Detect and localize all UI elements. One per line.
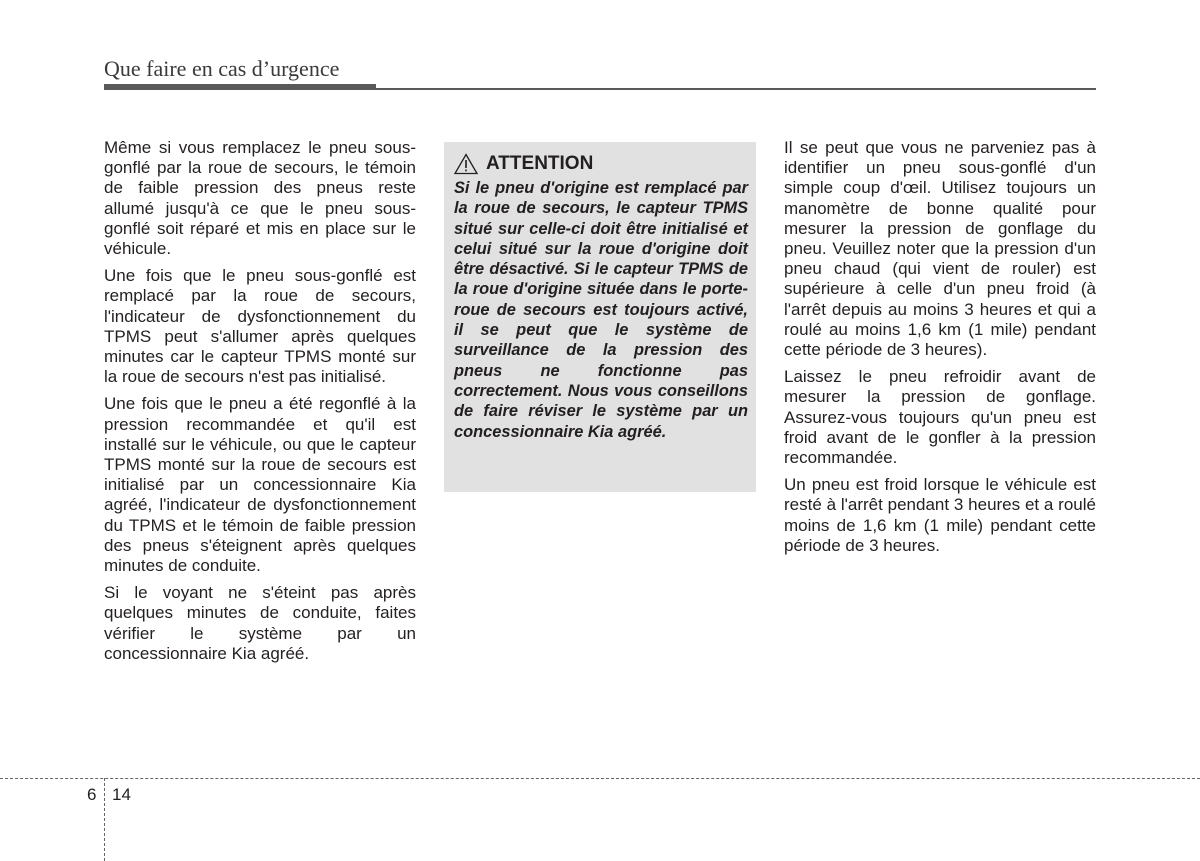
right-column [784, 138, 1096, 563]
footer-dashed-line [0, 778, 1200, 779]
attention-header [454, 152, 748, 176]
left-paragraph-2: Une fois que le pneu sous-gonflé est remplacé par la roue de secours, l'indicateur de dysfonctionnement du TPMS peut s'allumer après quelques minutes car le capteur TPMS monté sur la roue de secours n'est pas initialisé. [104, 266, 416, 387]
right-paragraph-3: Un pneu est froid lorsque le véhicule est resté à l'arrêt pendant 3 heures et a roulé moins de 1,6 km (1 mile) pendant cette période de 3 heures. [784, 475, 1096, 555]
page-number: 14 [112, 785, 131, 804]
footer-vertical-divider [104, 778, 105, 861]
warning-triangle-icon [454, 153, 478, 175]
right-paragraph-2: Laissez le pneu refroidir avant de mesurer la pression de gonflage. Assurez-vous toujours qu'un pneu est froid avant de le gonfler à la pression recommandée. [784, 367, 1096, 468]
attention-box [444, 142, 756, 492]
left-paragraph-4: Si le voyant ne s'éteint pas après quelques minutes de conduite, faites vérifier le système par un concessionnaire Kia agréé. [104, 583, 416, 663]
attention-title: ATTENTION [486, 153, 594, 174]
left-paragraph-1: Même si vous remplacez le pneu sous-gonflé par la roue de secours, le témoin de faible pression des pneus reste allumé jusqu'à ce que le pneu sous-gonflé soit réparé et mis en place sur le véhicule. [104, 138, 416, 259]
chapter-number: 6 [87, 785, 97, 804]
page-header-title: Que faire en cas d’urgence [104, 56, 340, 81]
right-paragraph-1: Il se peut que vous ne parveniez pas à identifier un pneu sous-gonflé d'un simple coup d'œil. Utilisez toujours un manomètre de bonne qualité pour mesurer la pression de gonflage du pneu. Veuillez noter que la pression d'un pneu chaud (qui vient de rouler) est supérieure à celle d'un pneu froid (à l'arrêt depuis au moins 3 heures et qui a roulé au moins 1,6 km (1 mile) pendant cette période de 3 heures). [784, 138, 1096, 360]
left-paragraph-3: Une fois que le pneu a été regonflé à la pression recommandée et qu'il est installé sur le véhicule, ou que le capteur TPMS monté sur la roue de secours est initialisé par un concessionnaire Kia agréé, l'indicateur de dysfonctionnement du TPMS et le témoin de faible pression des pneus s'éteignent après quelques minutes de conduite. [104, 394, 416, 576]
left-column [104, 138, 416, 671]
attention-body: Si le pneu d'origine est remplacé par la roue de secours, le capteur TPMS situé sur celle-ci doit être initialisé et celui situé sur la roue d'origine doit être désactivé. Si le capteur TPMS de la roue d'origine située dans le porte-roue de secours est toujours activé, il se peut que le système de surveillance de la pression des pneus ne fonctionne pas correctement. Nous vous conseillons de faire réviser le système par un concessionnaire Kia agréé. [454, 179, 748, 441]
header-rule-thin [376, 88, 1096, 90]
header-rule-thick [104, 84, 376, 90]
